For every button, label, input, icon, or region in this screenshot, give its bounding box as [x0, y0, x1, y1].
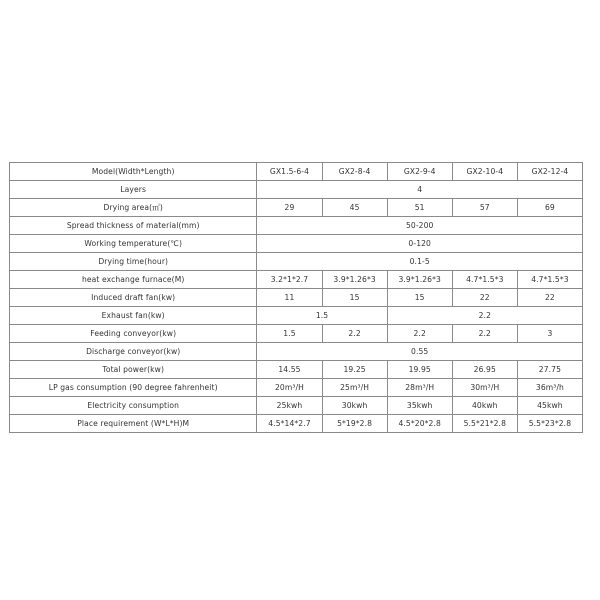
row-value: 45kwh	[517, 397, 582, 415]
row-value: 26.95	[452, 361, 517, 379]
row-value: 3	[517, 325, 582, 343]
row-value: 30kwh	[322, 397, 387, 415]
row-value: 2.2	[322, 325, 387, 343]
row-value: 69	[517, 199, 582, 217]
row-value: 22	[517, 289, 582, 307]
row-value: 2.2	[387, 325, 452, 343]
row-value: 2.2	[452, 325, 517, 343]
row-value: 0-120	[257, 235, 583, 253]
row-value: 14.55	[257, 361, 322, 379]
table-header-row	[10, 163, 583, 181]
row-label: Induced draft fan(kw)	[10, 289, 257, 307]
row-label: Working temperature(℃)	[10, 235, 257, 253]
row-label: Discharge conveyor(kw)	[10, 343, 257, 361]
spec-table	[9, 162, 583, 433]
row-value: 3.9*1.26*3	[322, 271, 387, 289]
row-value: 25m³/H	[322, 379, 387, 397]
row-value: 15	[387, 289, 452, 307]
row-value: 11	[257, 289, 322, 307]
row-label: Total power(kw)	[10, 361, 257, 379]
row-value: 40kwh	[452, 397, 517, 415]
table-row	[10, 271, 583, 289]
table-row	[10, 199, 583, 217]
row-value: 57	[452, 199, 517, 217]
row-label: Drying area(㎡)	[10, 199, 257, 217]
row-label: Spread thickness of material(mm)	[10, 217, 257, 235]
row-label: Feeding conveyor(kw)	[10, 325, 257, 343]
table-row	[10, 289, 583, 307]
table-row	[10, 379, 583, 397]
table-row	[10, 235, 583, 253]
row-value: 19.95	[387, 361, 452, 379]
row-value: 15	[322, 289, 387, 307]
row-value: 25kwh	[257, 397, 322, 415]
row-value: 4.7*1.5*3	[452, 271, 517, 289]
row-label: heat exchange furnace(M)	[10, 271, 257, 289]
row-label: Exhaust fan(kw)	[10, 307, 257, 325]
row-value: 51	[387, 199, 452, 217]
row-value: 5*19*2.8	[322, 415, 387, 433]
model-cell: GX2-9-4	[387, 163, 452, 181]
row-label: Drying time(hour)	[10, 253, 257, 271]
row-value: 4.5*20*2.8	[387, 415, 452, 433]
row-value: 4.7*1.5*3	[517, 271, 582, 289]
row-value: 3.9*1.26*3	[387, 271, 452, 289]
table-row	[10, 253, 583, 271]
model-cell: GX2-10-4	[452, 163, 517, 181]
row-label: Electricity consumption	[10, 397, 257, 415]
row-value: 3.2*1*2.7	[257, 271, 322, 289]
row-label: Place requirement (W*L*H)M	[10, 415, 257, 433]
table-row	[10, 217, 583, 235]
table-row	[10, 361, 583, 379]
table-row	[10, 397, 583, 415]
row-value: 30m³/H	[452, 379, 517, 397]
table-row	[10, 181, 583, 199]
row-value: 4	[257, 181, 583, 199]
model-cell: GX2-12-4	[517, 163, 582, 181]
row-value: 28m³/H	[387, 379, 452, 397]
header-label-cell: Model(Width*Length)	[10, 163, 257, 181]
table-row	[10, 307, 583, 325]
table-row	[10, 343, 583, 361]
model-cell: GX1.5-6-4	[257, 163, 322, 181]
model-cell: GX2-8-4	[322, 163, 387, 181]
row-value: 1.5	[257, 307, 387, 325]
row-value: 5.5*21*2.8	[452, 415, 517, 433]
row-value: 19.25	[322, 361, 387, 379]
table-row	[10, 415, 583, 433]
row-value: 2.2	[387, 307, 582, 325]
row-value: 0.55	[257, 343, 583, 361]
row-value: 0.1-5	[257, 253, 583, 271]
row-value: 1.5	[257, 325, 322, 343]
table-row	[10, 325, 583, 343]
row-label: LP gas consumption (90 degree fahrenheit)	[10, 379, 257, 397]
row-value: 29	[257, 199, 322, 217]
row-value: 45	[322, 199, 387, 217]
row-label: Layers	[10, 181, 257, 199]
row-value: 22	[452, 289, 517, 307]
row-value: 36m³/h	[517, 379, 582, 397]
row-value: 50-200	[257, 217, 583, 235]
row-value: 4.5*14*2.7	[257, 415, 322, 433]
row-value: 20m³/H	[257, 379, 322, 397]
row-value: 35kwh	[387, 397, 452, 415]
row-value: 5.5*23*2.8	[517, 415, 582, 433]
row-value: 27.75	[517, 361, 582, 379]
